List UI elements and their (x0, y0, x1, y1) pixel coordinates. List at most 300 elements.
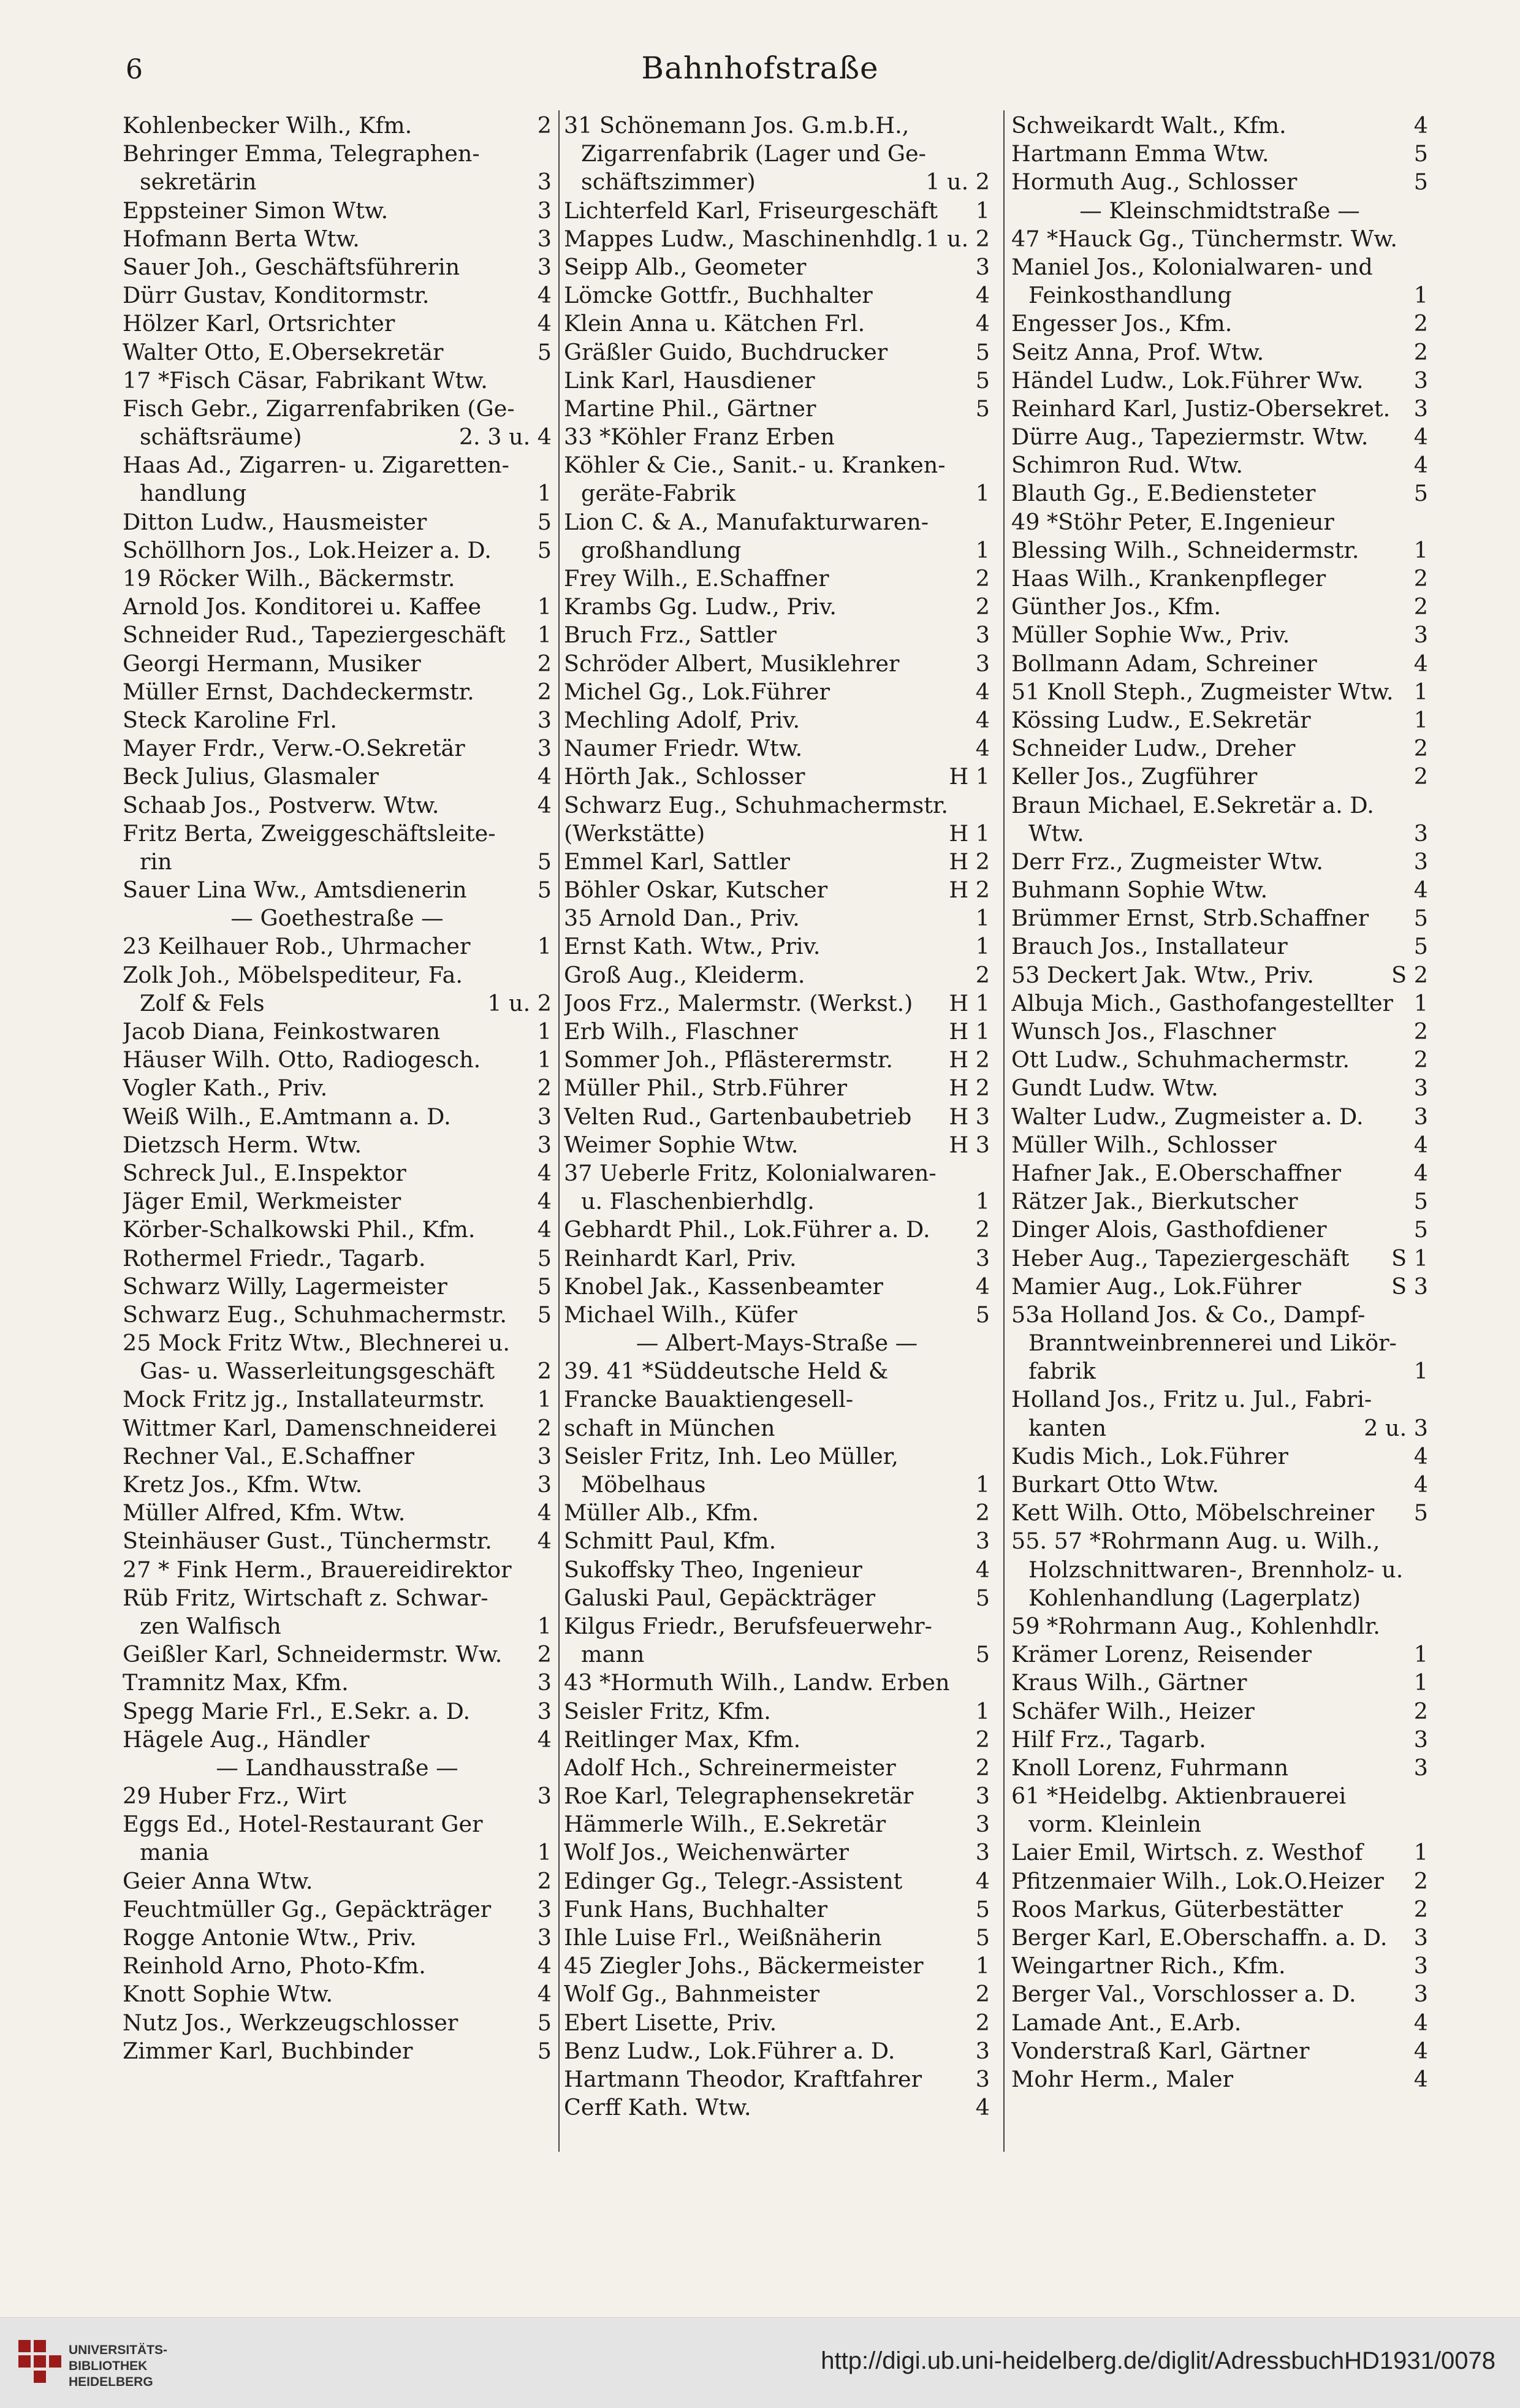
floor-number: 3 (537, 1697, 552, 1724)
entry-text: Eppsteiner Simon Wtw. (123, 197, 389, 224)
directory-entry (1011, 593, 1428, 621)
floor-number: 3 (1413, 622, 1428, 649)
floor-number: 2 (1413, 1046, 1428, 1073)
entry-text: Behringer Emma, Telegraphen- (123, 140, 480, 167)
entry-text: Beck Julius, Glasmaler (123, 763, 379, 790)
floor-number: 4 (1413, 1131, 1428, 1158)
entry-text: 31 Schönemann Jos. G.m.b.H., (564, 112, 910, 139)
directory-entry (123, 536, 552, 565)
floor-number: 2 (537, 678, 552, 705)
entry-text: Kohlenhandlung (Lagerplatz) (1028, 1584, 1361, 1611)
directory-entry (123, 1414, 552, 1442)
entry-text: Hartmann Theodor, Kraftfahrer (564, 2065, 922, 2092)
directory-entry (1011, 112, 1428, 140)
directory-entry (123, 1471, 552, 1499)
floor-number: 5 (1413, 905, 1428, 932)
entry-text: Michael Wilh., Küfer (564, 1301, 797, 1328)
entry-text: Holzschnittwaren-, Brennholz- u. (1028, 1556, 1404, 1583)
directory-entry (123, 281, 552, 310)
entry-text: Ditton Ludw., Hausmeister (123, 508, 427, 535)
entry-text: Müller Alb., Kfm. (564, 1499, 759, 1526)
floor-number: 4 (537, 282, 552, 309)
floor-number: 3 (537, 1103, 552, 1130)
directory-entry (1011, 1838, 1428, 1867)
floor-number: 1 (537, 622, 552, 649)
directory-entry (564, 1499, 990, 1527)
entry-text: Schwarz Eug., Schuhmachermstr. (123, 1301, 507, 1328)
directory-entry (564, 281, 990, 310)
entry-text: Krämer Lorenz, Reisender (1011, 1641, 1312, 1668)
floor-number: 2 (537, 1414, 552, 1441)
entry-text: Mappes Ludw., Maschinenhdlg. (564, 225, 924, 252)
entry-text: Dürre Aug., Tapeziermstr. Wtw. (1011, 424, 1369, 451)
entry-text: Rätzer Jak., Bierkutscher (1011, 1188, 1298, 1215)
directory-entry (123, 168, 552, 196)
entry-text: 47 *Hauck Gg., Tünchermstr. Ww. (1011, 225, 1397, 252)
entry-text: Steinhäuser Gust., Tünchermstr. (123, 1528, 492, 1555)
floor-number: 5 (975, 367, 990, 394)
floor-number: 3 (1413, 1726, 1428, 1753)
directory-entry (1011, 1329, 1428, 1357)
directory-entry (1011, 1471, 1428, 1499)
directory-entry (1011, 1357, 1428, 1385)
entry-text: Groß Aug., Kleiderm. (564, 961, 805, 988)
floor-number: 1 (1413, 1641, 1428, 1668)
directory-entry (123, 1697, 552, 1726)
directory-entry (564, 1952, 990, 1980)
entry-text: Arnold Jos. Konditorei u. Kaffee (123, 593, 482, 620)
university-library-logo-icon (18, 2340, 61, 2383)
entry-text: 29 Huber Frz., Wirt (123, 1783, 346, 1810)
entry-text: 37 Ueberle Fritz, Kolonialwaren- (564, 1159, 937, 1186)
entry-text: rin (140, 848, 172, 875)
entry-text: Fisch Gebr., Zigarrenfabriken (Ge- (123, 395, 515, 422)
directory-entry (123, 451, 552, 479)
entry-text: Frey Wilh., E.Schaffner (564, 565, 829, 592)
entry-text: Schaab Jos., Postverw. Wtw. (123, 791, 439, 818)
directory-entry (564, 876, 990, 904)
entry-text: Mechling Adolf, Priv. (564, 706, 800, 733)
floor-number: 2 (1413, 1896, 1428, 1922)
directory-entry (1011, 932, 1428, 961)
entry-text: Schneider Ludw., Dreher (1011, 735, 1296, 762)
directory-entry (1011, 1074, 1428, 1102)
entry-text: Benz Ludw., Lok.Führer a. D. (564, 2037, 895, 2064)
floor-number: 4 (1413, 452, 1428, 479)
floor-number: 1 u. 2 (925, 169, 990, 196)
directory-entry (564, 1556, 990, 1584)
entry-text: Reinhold Arno, Photo-Kfm. (123, 1953, 426, 1979)
entry-text: Krambs Gg. Ludw., Priv. (564, 593, 837, 620)
entry-text: Seipp Alb., Geometer (564, 253, 807, 280)
floor-number: 1 (1413, 989, 1428, 1016)
floor-number: 2 (975, 1216, 990, 1243)
directory-entry (123, 1385, 552, 1414)
entry-text: 39. 41 *Süddeutsche Held & (564, 1358, 889, 1385)
floor-number: 4 (1413, 424, 1428, 451)
entry-text: Händel Ludw., Lok.Führer Ww. (1011, 367, 1364, 394)
floor-number: 3 (975, 650, 990, 677)
entry-text: Häuser Wilh. Otto, Radiogesch. (123, 1046, 481, 1073)
entry-text: 51 Knoll Steph., Zugmeister Wtw. (1011, 678, 1394, 705)
entry-text: Knobel Jak., Kassenbeamter (564, 1273, 883, 1300)
floor-number: 2 (1413, 565, 1428, 592)
directory-entry (564, 1046, 990, 1074)
entry-text: Joos Frz., Malermstr. (Werkst.) (564, 989, 913, 1016)
floor-number: H 2 (949, 848, 990, 875)
directory-entry (1011, 479, 1428, 508)
entry-text: Branntweinbrennerei und Likör- (1028, 1330, 1397, 1357)
floor-number: 5 (1413, 140, 1428, 167)
directory-entry (564, 338, 990, 367)
floor-number: 5 (537, 1273, 552, 1300)
directory-entry (1011, 1103, 1428, 1131)
directory-entry (1011, 1754, 1428, 1782)
entry-text: Hilf Frz., Tagarb. (1011, 1726, 1206, 1753)
directory-entry (564, 168, 990, 196)
directory-entry (1011, 168, 1428, 196)
entry-text: Vonderstraß Karl, Gärtner (1011, 2037, 1310, 2064)
entry-text: Brauch Jos., Installateur (1011, 933, 1288, 960)
entry-text: Lamade Ant., E.Arb. (1011, 2009, 1242, 2036)
floor-number: 3 (1413, 1924, 1428, 1951)
directory-entry (1011, 1584, 1428, 1612)
directory-entry (564, 932, 990, 961)
entry-text: Köhler & Cie., Sanit.- u. Kranken- (564, 452, 946, 479)
entry-text: Roos Markus, Güterbestätter (1011, 1896, 1343, 1922)
floor-number: 4 (537, 1159, 552, 1186)
entry-text: Steck Karoline Frl. (123, 706, 337, 733)
entry-text: Francke Bauaktiengesell- (564, 1386, 854, 1413)
directory-entry (564, 1527, 990, 1555)
floor-number: 4 (537, 1953, 552, 1979)
entry-text: Maniel Jos., Kolonialwaren- und (1011, 253, 1373, 280)
floor-number: 2 (975, 2009, 990, 2036)
column-divider (1003, 110, 1005, 2152)
entry-text: Wolf Jos., Weichenwärter (564, 1839, 849, 1866)
entry-text: Kohlenbecker Wilh., Kfm. (123, 112, 412, 139)
entry-text: Gräßler Guido, Buchdrucker (564, 338, 888, 365)
floor-number: 5 (975, 1301, 990, 1328)
entry-text: Hörth Jak., Schlosser (564, 763, 805, 790)
directory-entry (1011, 1867, 1428, 1896)
library-name-line: BIBLIOTHEK (69, 2359, 148, 2373)
entry-text: 43 *Hormuth Wilh., Landw. Erben (564, 1669, 950, 1696)
floor-number: 3 (975, 2037, 990, 2064)
entry-text: Schweikardt Walt., Kfm. (1011, 112, 1286, 139)
floor-number: 1 (975, 933, 990, 960)
floor-number: 4 (975, 2094, 990, 2121)
entry-text: 19 Röcker Wilh., Bäckermstr. (123, 565, 455, 592)
floor-number: H 3 (949, 1103, 990, 1130)
entry-text: schäftsräume) (140, 424, 302, 451)
entry-text: Galuski Paul, Gepäckträger (564, 1584, 876, 1611)
directory-entry (1011, 1046, 1428, 1074)
floor-number: 1 (975, 197, 990, 224)
library-name-line: HEIDELBERG (69, 2375, 153, 2389)
entry-text: Albuja Mich., Gasthofangestellter (1011, 989, 1393, 1016)
floor-number: 3 (975, 1528, 990, 1555)
directory-entry (123, 1867, 552, 1896)
floor-number: 1 (1413, 678, 1428, 705)
entry-text: Wittmer Karl, Damenschneiderei (123, 1414, 497, 1441)
floor-number: 5 (975, 395, 990, 422)
directory-entry (1011, 395, 1428, 423)
entry-text: Schneider Rud., Tapeziergeschäft (123, 622, 506, 649)
floor-number: 5 (537, 2037, 552, 2064)
entry-text: Brümmer Ernst, Strb.Schaffner (1011, 905, 1369, 932)
street-name: — Goethestraße — (230, 905, 444, 932)
floor-number: 2 (975, 1981, 990, 2008)
entry-text: 53 Deckert Jak. Wtw., Priv. (1011, 961, 1314, 988)
entry-text: Ihle Luise Frl., Weißnäherin (564, 1924, 882, 1951)
directory-entry (123, 1074, 552, 1102)
directory-entry (123, 1782, 552, 1810)
floor-number: 1 (1413, 1669, 1428, 1696)
directory-entry (1011, 1782, 1428, 1810)
directory-entry (123, 1640, 552, 1669)
entry-text: Martine Phil., Gärtner (564, 395, 816, 422)
entry-text: Geier Anna Wtw. (123, 1867, 313, 1894)
directory-entry (123, 225, 552, 253)
directory-entry (1011, 1527, 1428, 1555)
entry-text: Seitz Anna, Prof. Wtw. (1011, 338, 1264, 365)
entry-text: Burkart Otto Wtw. (1011, 1471, 1219, 1498)
entry-text: Feuchtmüller Gg., Gepäckträger (123, 1896, 492, 1922)
directory-entry (123, 1612, 552, 1640)
floor-number: 4 (1413, 2009, 1428, 2036)
entry-text: Sauer Joh., Geschäftsführerin (123, 253, 460, 280)
directory-entry (564, 848, 990, 876)
floor-number: 4 (537, 1981, 552, 2008)
floor-number: 2 (537, 1358, 552, 1385)
entry-text: Reinhard Karl, Justiz-Obersekret. (1011, 395, 1391, 422)
floor-number: 4 (1413, 650, 1428, 677)
directory-entry (123, 1924, 552, 1952)
entry-text: Eggs Ed., Hotel-Restaurant Ger (123, 1811, 483, 1838)
entry-text: Böhler Oskar, Kutscher (564, 877, 828, 904)
entry-text: Müller Ernst, Dachdeckermstr. (123, 678, 474, 705)
entry-text: Schröder Albert, Musiklehrer (564, 650, 900, 677)
directory-entry (1011, 734, 1428, 763)
directory-entry (1011, 1273, 1428, 1301)
directory-entry (1011, 423, 1428, 451)
floor-number: 5 (1413, 933, 1428, 960)
floor-number: 4 (975, 735, 990, 762)
directory-entry (564, 734, 990, 763)
entry-text: Hormuth Aug., Schlosser (1011, 169, 1298, 196)
directory-entry (123, 2037, 552, 2065)
floor-number: 3 (537, 1442, 552, 1469)
directory-entry (123, 1329, 552, 1357)
directory-entry (1011, 281, 1428, 310)
entry-text: Walter Otto, E.Obersekretär (123, 338, 444, 365)
floor-number: S 2 (1391, 961, 1428, 988)
floor-number: 2 (1413, 735, 1428, 762)
directory-entry (1011, 1187, 1428, 1216)
floor-number: 5 (975, 338, 990, 365)
directory-entry (564, 706, 990, 734)
directory-entry (564, 621, 990, 649)
entry-text: Bruch Frz., Sattler (564, 622, 777, 649)
directory-entry (1011, 621, 1428, 649)
directory-entry (123, 989, 552, 1018)
directory-entry (1011, 1726, 1428, 1754)
directory-entry (564, 1385, 990, 1414)
entry-text: Haas Ad., Zigarren- u. Zigaretten- (123, 452, 510, 479)
entry-text: Zolk Joh., Möbelspediteur, Fa. (123, 961, 463, 988)
entry-text: Gebhardt Phil., Lok.Führer a. D. (564, 1216, 930, 1243)
directory-entry (564, 1924, 990, 1952)
directory-entry (564, 2094, 990, 2122)
directory-entry (564, 1896, 990, 1924)
entry-text: 23 Keilhauer Rob., Uhrmacher (123, 933, 471, 960)
entry-text: 55. 57 *Rohrmann Aug. u. Wilh., (1011, 1528, 1380, 1555)
directory-entry (123, 1838, 552, 1867)
entry-text: Feinkosthandlung (1028, 282, 1232, 309)
floor-number: 5 (1413, 169, 1428, 196)
entry-text: Fritz Berta, Zweiggeschäftsleite- (123, 820, 496, 847)
entry-text: 49 *Stöhr Peter, E.Ingenieur (1011, 508, 1334, 535)
directory-entry (1011, 1385, 1428, 1414)
directory-entry (1011, 225, 1428, 253)
entry-text: Emmel Karl, Sattler (564, 848, 790, 875)
floor-number: 1 (1413, 1358, 1428, 1385)
floor-number: 3 (1413, 367, 1428, 394)
directory-entry (1011, 820, 1428, 848)
floor-number: 4 (537, 310, 552, 337)
directory-entry (123, 1273, 552, 1301)
entry-text: Wunsch Jos., Flaschner (1011, 1018, 1276, 1045)
entry-text: Knoll Lorenz, Fuhrmann (1011, 1754, 1289, 1781)
entry-text: Michel Gg., Lok.Führer (564, 678, 830, 705)
directory-entry (564, 1754, 990, 1782)
floor-number: 5 (537, 508, 552, 535)
source-url-link[interactable]: http://digi.ub.uni-heidelberg.de/diglit/AdressbuchHD1931/0078 (821, 2347, 1495, 2374)
entry-text: Kössing Ludw., E.Sekretär (1011, 706, 1311, 733)
floor-number: 5 (975, 1584, 990, 1611)
directory-entry (564, 1980, 990, 2008)
directory-entry (123, 650, 552, 678)
directory-entry (123, 820, 552, 848)
entry-text: Lion C. & A., Manufakturwaren- (564, 508, 929, 535)
directory-entry (123, 140, 552, 168)
floor-number: 5 (1413, 1188, 1428, 1215)
entry-text: vorm. Kleinlein (1028, 1811, 1202, 1838)
directory-entry (1011, 1556, 1428, 1584)
floor-number: 1 (975, 480, 990, 507)
directory-entry (1011, 508, 1428, 536)
floor-number: 3 (1413, 1754, 1428, 1781)
floor-number: 2 (1413, 1697, 1428, 1724)
directory-entry (1011, 1612, 1428, 1640)
directory-entry (564, 1867, 990, 1896)
entry-text: Braun Michael, E.Sekretär a. D. (1011, 791, 1374, 818)
directory-entry (123, 1499, 552, 1527)
entry-text: Schwarz Willy, Lagermeister (123, 1273, 447, 1300)
entry-text: Tramnitz Max, Kfm. (123, 1669, 349, 1696)
floor-number: 2. 3 u. 4 (458, 424, 552, 451)
entry-text: Lömcke Gottfr., Buchhalter (564, 282, 873, 309)
entry-text: Schwarz Eug., Schuhmachermstr. (564, 791, 948, 818)
directory-entry (123, 1244, 552, 1273)
floor-number: 1 (1413, 536, 1428, 563)
floor-number: 4 (537, 1216, 552, 1243)
directory-entry (123, 367, 552, 395)
directory-entry (123, 1726, 552, 1754)
floor-number: 4 (975, 310, 990, 337)
entry-text: Erb Wilh., Flaschner (564, 1018, 798, 1045)
floor-number: 4 (975, 282, 990, 309)
entry-text: mania (140, 1839, 210, 1866)
directory-entry (564, 1273, 990, 1301)
floor-number: 4 (537, 1499, 552, 1526)
street-name: — Landhausstraße — (216, 1754, 458, 1781)
directory-entry (123, 876, 552, 904)
floor-number: 5 (975, 1896, 990, 1922)
street-heading (1011, 197, 1428, 225)
directory-entry (1011, 1499, 1428, 1527)
floor-number: H 1 (949, 1018, 990, 1045)
directory-entry (123, 1980, 552, 2008)
directory-entry (123, 1952, 552, 1980)
directory-column-1 (123, 112, 552, 2065)
directory-entry (564, 1442, 990, 1471)
entry-text: 53a Holland Jos. & Co., Dampf- (1011, 1301, 1366, 1328)
directory-entry (1011, 989, 1428, 1018)
directory-entry (123, 310, 552, 338)
floor-number: 1 (975, 1953, 990, 1979)
entry-text: Zolf & Fels (140, 989, 265, 1016)
directory-entry (123, 1103, 552, 1131)
column-divider (558, 110, 560, 2152)
entry-text: mann (581, 1641, 645, 1668)
floor-number: 3 (537, 1131, 552, 1158)
entry-text: Funk Hans, Buchhalter (564, 1896, 828, 1922)
entry-text: Heber Aug., Tapeziergeschäft (1011, 1244, 1350, 1271)
directory-entry (123, 1584, 552, 1612)
directory-entry (1011, 1301, 1428, 1329)
directory-entry (564, 1471, 990, 1499)
directory-entry (123, 1669, 552, 1697)
floor-number: 1 u. 2 (487, 989, 552, 1016)
directory-entry (123, 423, 552, 451)
floor-number: 1 (537, 1046, 552, 1073)
directory-entry (1011, 876, 1428, 904)
floor-number: 4 (537, 763, 552, 790)
directory-entry (1011, 763, 1428, 791)
entry-text: 61 *Heidelbg. Aktienbrauerei (1011, 1783, 1347, 1810)
floor-number: 5 (537, 1301, 552, 1328)
floor-number: 2 (975, 1726, 990, 1753)
floor-number: 2 (537, 1075, 552, 1102)
floor-number: 2 (1413, 338, 1428, 365)
entry-text: Kraus Wilh., Gärtner (1011, 1669, 1247, 1696)
entry-text: Naumer Friedr. Wtw. (564, 735, 803, 762)
directory-entry (564, 650, 990, 678)
entry-text: Roe Karl, Telegraphensekretär (564, 1783, 914, 1810)
floor-number: 2 (975, 1499, 990, 1526)
directory-entry (564, 1810, 990, 1838)
entry-text: Schöllhorn Jos., Lok.Heizer a. D. (123, 536, 492, 563)
directory-entry (1011, 1952, 1428, 1980)
entry-text: Ott Ludw., Schuhmachermstr. (1011, 1046, 1350, 1073)
directory-entry (564, 395, 990, 423)
entry-text: Berger Val., Vorschlosser a. D. (1011, 1981, 1356, 2008)
entry-text: (Werkstätte) (564, 820, 705, 847)
entry-text: Dürr Gustav, Konditormstr. (123, 282, 430, 309)
street-name: — Kleinschmidtstraße — (1079, 197, 1360, 224)
